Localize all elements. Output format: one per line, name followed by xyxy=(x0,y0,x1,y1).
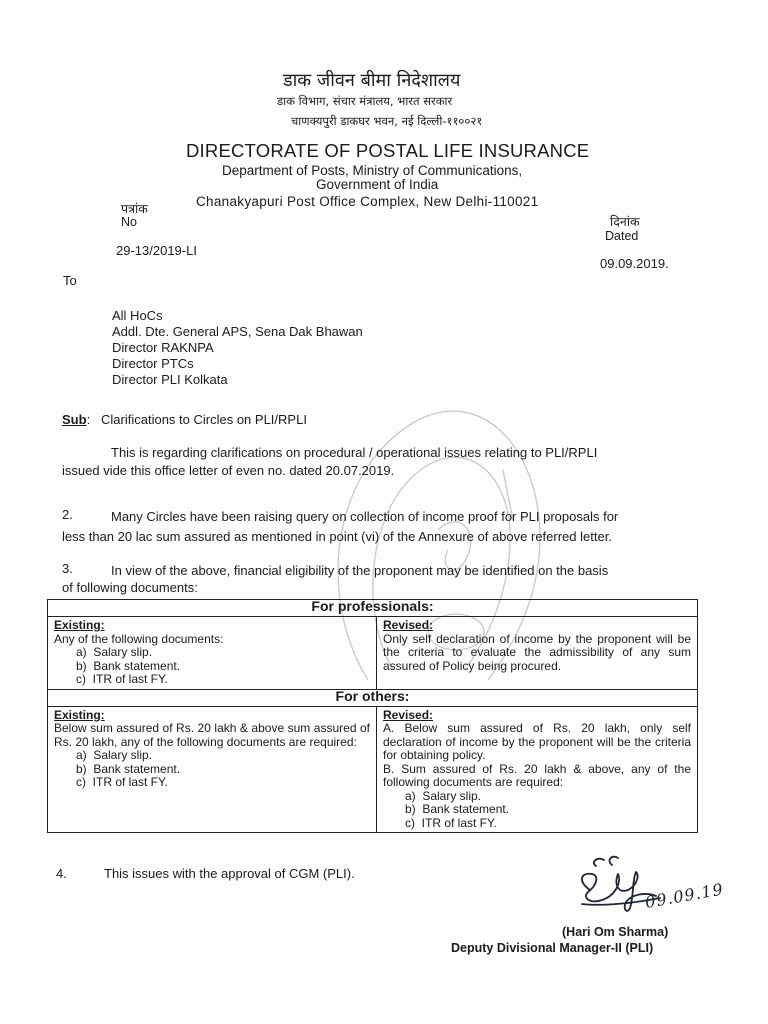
paragraph-2-number: 2. xyxy=(62,507,73,522)
document-item: b) Bank statement. xyxy=(405,802,510,816)
signatory-designation: Deputy Divisional Manager-II (PLI) xyxy=(451,941,654,955)
document-item: a) Salary slip. xyxy=(76,645,153,659)
revised-point-a: A. Below sum assured of Rs. 20 lakh, only self declaration of income by the proponent will be the criteria for obtaining policy. xyxy=(383,721,691,762)
paragraph-2-line-2: less than 20 lac sum assured as mentioned in point (vi) of the Annexure of above referred letter. xyxy=(62,529,612,544)
paragraph-4-text: This issues with the approval of CGM (PLI). xyxy=(104,866,355,881)
address-line: Chanakyapuri Post Office Complex, New Delhi-110021 xyxy=(196,194,539,209)
section-others-title: For others: xyxy=(48,689,698,706)
paragraph-3-number: 3. xyxy=(62,561,73,576)
others-revised-cell xyxy=(377,706,698,833)
subject-text: Clarifications to Circles on PLI/RPLI xyxy=(101,412,307,427)
paragraph-3-line-2: of following documents: xyxy=(62,580,198,595)
letter-date: 09.09.2019. xyxy=(600,256,669,271)
professionals-revised-cell xyxy=(377,617,698,690)
document-item: c) ITR of last FY. xyxy=(76,775,168,789)
paragraph-1-line-2: issued vide this office letter of even no. dated 20.07.2019. xyxy=(62,463,395,478)
document-item: c) ITR of last FY. xyxy=(405,815,497,830)
hindi-department-line: डाक विभाग, संचार मंत्रालय, भारत सरकार xyxy=(277,94,453,108)
existing-intro: Any of the following documents: xyxy=(54,631,224,646)
hindi-directorate-title: डाक जीवन बीमा निदेशालय xyxy=(283,70,461,91)
others-existing-cell xyxy=(48,706,377,833)
document-item: a) Salary slip. xyxy=(76,748,153,762)
signatory-name: (Hari Om Sharma) xyxy=(562,925,669,939)
no-label-hindi: पत्रांक xyxy=(121,201,148,216)
paragraph-4-number: 4. xyxy=(56,866,67,881)
revised-label: Revised: xyxy=(383,707,434,722)
section-professionals-title: For professionals: xyxy=(48,600,698,617)
existing-label: Existing: xyxy=(54,618,105,632)
paragraph-3-line-1: In view of the above, financial eligibility of the proponent may be identified on the basis xyxy=(111,563,609,578)
directorate-title: DIRECTORATE OF POSTAL LIFE INSURANCE xyxy=(186,140,590,161)
no-label: No xyxy=(121,215,137,229)
document-item: c) ITR of last FY. xyxy=(76,672,168,686)
existing-text: Below sum assured of Rs. 20 lakh & above sum assured of Rs. 20 lakh, any of the following documents are required: xyxy=(54,721,370,749)
department-line: Department of Posts, Ministry of Communications, xyxy=(222,163,523,178)
dated-label: Dated xyxy=(605,229,639,243)
signature-date: 09.09.19 xyxy=(643,879,726,912)
professionals-existing-cell xyxy=(48,617,377,690)
letter-number: 29-13/2019-LI xyxy=(116,243,197,258)
document-item: a) Salary slip. xyxy=(405,788,482,803)
document-item: b) Bank statement. xyxy=(76,761,181,776)
recipient-item: Addl. Dte. General APS, Sena Dak Bhawan xyxy=(112,324,363,339)
dated-label-hindi: दिनांक xyxy=(610,214,640,229)
recipient-item: Director PLI Kolkata xyxy=(112,372,228,387)
recipient-item: Director RAKNPA xyxy=(112,340,214,355)
subject-line: Sub: Clarifications to Circles on PLI/RPLI xyxy=(62,412,307,427)
recipient-item: All HoCs xyxy=(112,308,163,323)
hindi-address-line: चाणक्यपुरी डाकघर भवन, नई दिल्ली-११००२१ xyxy=(291,114,483,128)
to-label: To xyxy=(63,273,77,288)
recipient-item: Director PTCs xyxy=(112,356,194,371)
subject-label: Sub xyxy=(62,412,87,427)
government-line: Government of India xyxy=(316,177,439,192)
revised-point-b: B. Sum assured of Rs. 20 lakh & above, any of the following documents are required: xyxy=(383,761,691,789)
revised-label: Revised: xyxy=(383,618,434,632)
recipient-list xyxy=(112,308,363,388)
document-item: b) Bank statement. xyxy=(76,658,181,673)
existing-label: Existing: xyxy=(54,707,105,722)
revised-text: Only self declaration of income by the proponent will be the criteria to evaluate the admissibility of any sum assured of Policy being procured. xyxy=(383,631,691,673)
documents-table xyxy=(47,599,698,833)
paragraph-2-line-1: Many Circles have been raising query on collection of income proof for PLI proposals for xyxy=(111,509,619,524)
paragraph-1-line-1: This is regarding clarifications on procedural / operational issues relating to PLI/RPLI xyxy=(111,445,598,460)
